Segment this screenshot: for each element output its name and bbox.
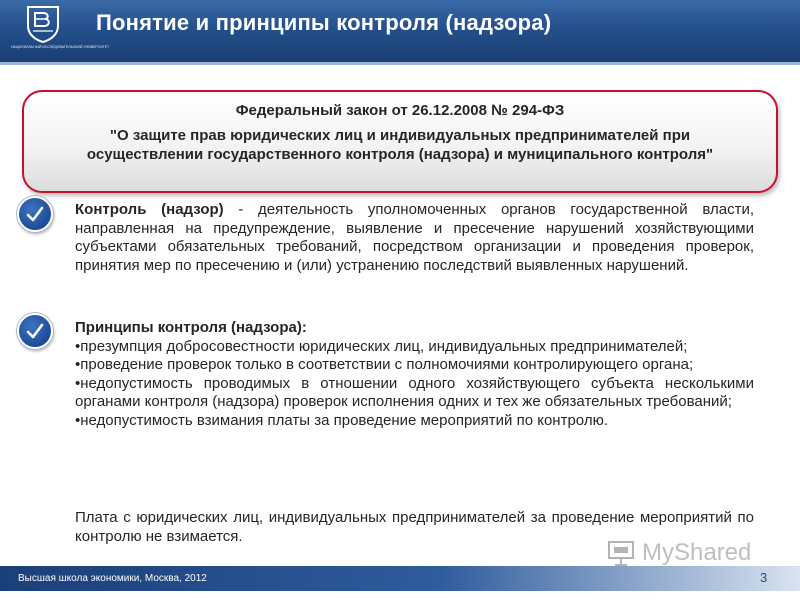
footer-text: Высшая школа экономики, Москва, 2012 — [18, 573, 207, 584]
myshared-logo — [606, 538, 636, 568]
logo-caption: НАЦИОНАЛЬНЫЙ ИССЛЕДОВАТЕЛЬСКИЙ УНИВЕРСИТЕТ — [11, 45, 110, 49]
principle-item: •недопустимость взимания платы за проведение мероприятий по контролю. — [75, 411, 608, 429]
check-icon — [17, 196, 53, 232]
slide-footer — [0, 566, 800, 591]
principles-section — [75, 319, 754, 430]
principle-item: •недопустимость проводимых в отношении одного хозяйствующего субъекта несколькими органами контроля (надзора) проверок исполнения одних и тех же обязательных требований; — [75, 374, 754, 410]
definition-text: - деятельность уполномоченных органов государственной власти, направленная на предупреждение, выявление и пресечение нарушений хозяйствующими субъектами обязательных требований, посредством организации и проведения проверок, принятия мер по пресечению и (или) устранению последствий выявленных нарушений. — [75, 201, 754, 274]
slide-title: Понятие и принципы контроля (надзора) — [96, 10, 552, 35]
law-heading: Федеральный закон от 26.12.2008 № 294-ФЗ — [235, 102, 565, 119]
crest-icon — [24, 4, 62, 44]
principle-item: •презумпция добросовестности юридических лиц, индивидуальных предпринимателей; — [75, 337, 688, 355]
check-icon — [17, 313, 53, 349]
page-number: 3 — [760, 570, 768, 585]
slide-header — [0, 0, 800, 62]
header-divider — [0, 62, 800, 65]
definition-paragraph — [75, 201, 754, 275]
law-callout — [22, 90, 778, 193]
university-logo — [11, 4, 110, 60]
principles-heading: Принципы контроля (надзора): — [75, 319, 307, 336]
note-text: Плата с юридических лиц, индивидуальных предпринимателей за проведение мероприятий по контролю не взимается. — [75, 509, 754, 545]
watermark — [606, 536, 766, 570]
principle-item: •проведение проверок только в соответствии с полномочиями контролирующего органа; — [75, 356, 694, 373]
watermark-text: MyShared — [642, 539, 752, 566]
definition-term: Контроль (надзор) — [75, 201, 224, 218]
law-quote: "О защите прав юридических лиц и индивидуальных предпринимателей при осуществлении государственного контроля (надзора) и муниципального контроля" — [86, 127, 714, 163]
